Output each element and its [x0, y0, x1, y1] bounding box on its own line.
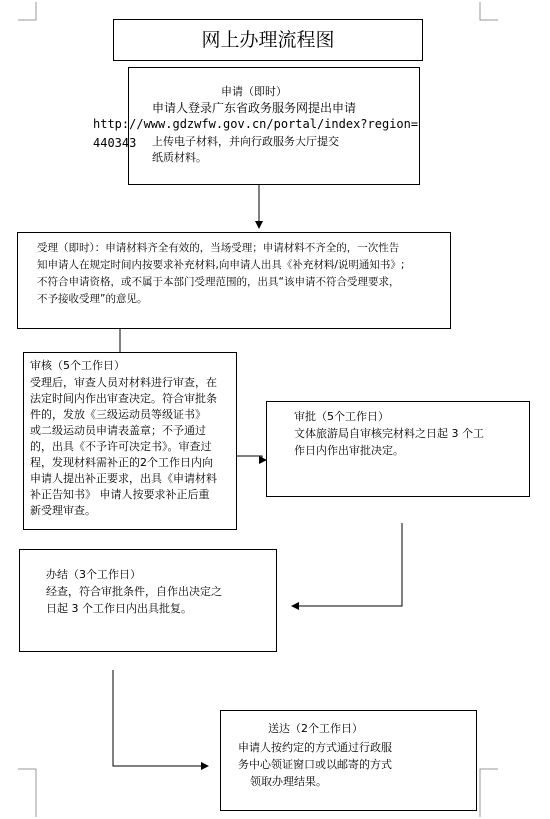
arrow-approve-to-conclude: [292, 523, 402, 606]
review-text-line: 的，出具《不予许可决定书》。审查过: [30, 440, 212, 453]
accept-text-line: 受理（即时）：申请材料齐全有效的，当场受理；申请材料不齐全的，一次性告: [37, 242, 400, 254]
review-text-line: 补正告知书》 申请人按要求补正后重: [30, 488, 210, 501]
apply-heading: 申请（即时）: [221, 85, 287, 98]
apply-text-line: 申请人登录广东省政务服务网提出申请: [152, 101, 357, 115]
arrow-conclude-to-deliver: [113, 670, 208, 766]
arrow-review-to-approve: [237, 456, 266, 460]
portal-url: http://www.gdzwfw.gov.cn/portal/index?region=: [93, 117, 419, 131]
conclude-text-line: 日起 3 个工作日内出具批复。: [46, 602, 192, 615]
deliver-text-line: 领取办理结果。: [250, 775, 327, 788]
conclude-heading: 办结（3个工作日）: [46, 568, 141, 581]
approve-text-line: 作日内作出审批决定。: [294, 444, 404, 457]
deliver-heading: 送达（2个工作日）: [268, 722, 363, 735]
apply-text-line: 纸质材料。: [152, 151, 207, 164]
review-text-line: 件的，发放《三级运动员等级证书》: [30, 408, 206, 421]
deliver-text-line: 申请人按约定的方式通过行政服: [238, 741, 392, 754]
review-text-line: 申请人提出补正要求，出具《申请材料: [30, 472, 217, 485]
review-text-line: 法定时间内作出审查决定。符合审批条: [30, 392, 217, 405]
review-text-line: 新受理审查。: [30, 504, 96, 517]
review-heading: 审核（5个工作日）: [30, 359, 125, 372]
deliver-text-line: 务中心领证窗口或以邮寄的方式: [238, 758, 392, 771]
approve-heading: 审批（5个工作日）: [294, 410, 389, 423]
page-title: 网上办理流程图: [201, 29, 335, 51]
portal-url-region: 440343: [93, 136, 137, 150]
review-text-line: 程，发现材料需补正的2个工作日内向: [30, 456, 213, 469]
conclude-text-line: 经查，符合审批条件，自作出决定之: [46, 585, 222, 598]
review-text-line: 受理后，审查人员对材料进行审查，在: [30, 376, 217, 389]
review-text-line: 或二级运动员申请表盖章；不予通过: [30, 424, 206, 437]
apply-text-line: 上传电子材料，并向行政服务大厅提交: [152, 135, 339, 148]
accept-text-line: 不符合申请资格，或不属于本部门受理范围的，出具“该申请不符合受理要求，: [37, 276, 400, 288]
accept-text-line: 不予接收受理”的意见。: [37, 293, 148, 305]
approve-text-line: 文体旅游局自审核完材料之日起 3 个工: [294, 427, 484, 440]
title-box: [113, 19, 423, 61]
accept-text-line: 知申请人在规定时间内按要求补充材料,向申请人出具《补充材料/说明通知书》;: [37, 259, 405, 271]
